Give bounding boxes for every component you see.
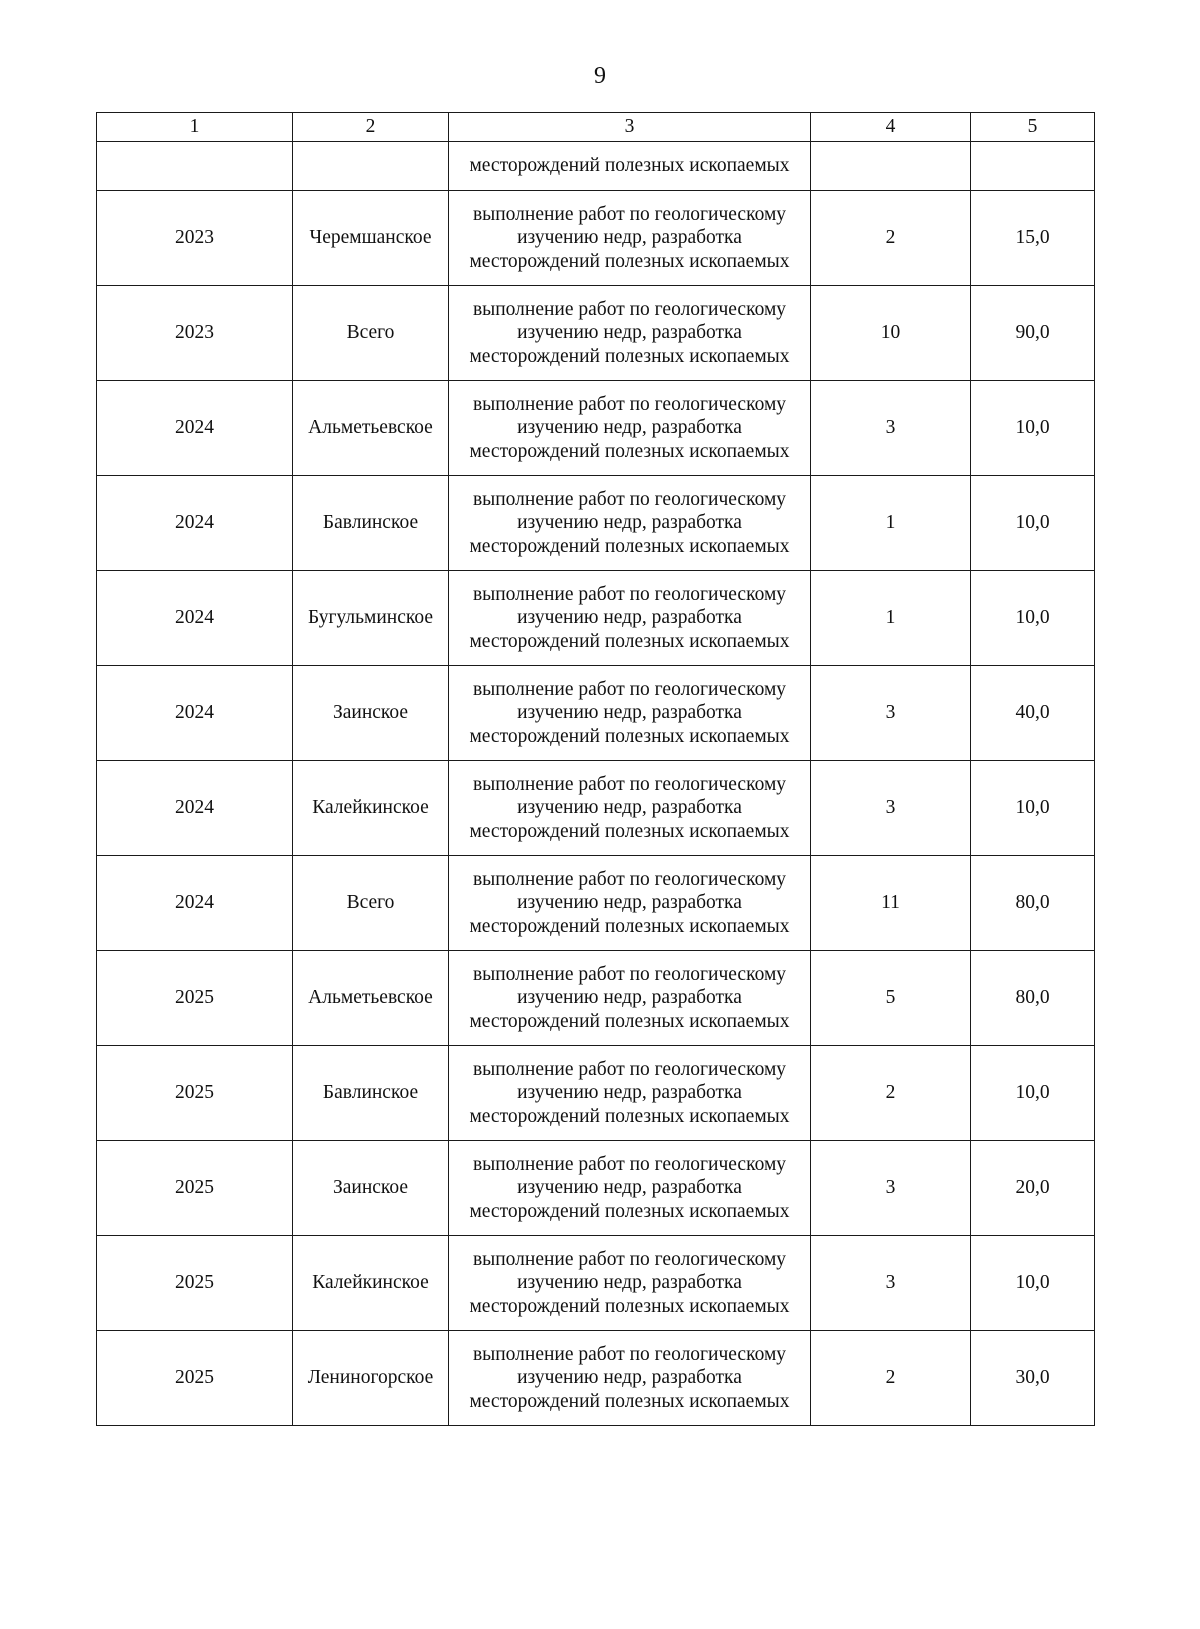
table-cell xyxy=(97,142,293,191)
table-row xyxy=(97,1331,1095,1426)
count-cell: 3 xyxy=(811,666,971,761)
table-row xyxy=(97,761,1095,856)
table-body xyxy=(97,113,1095,1426)
location-cell: Альметьевское xyxy=(293,951,449,1046)
table-row xyxy=(97,666,1095,761)
activity-cell: выполнение работ по геологическому изучению недр, разработка месторождений полезных ископаемых xyxy=(449,951,811,1046)
year-cell: 2024 xyxy=(97,856,293,951)
location-cell: Всего xyxy=(293,286,449,381)
column-header: 3 xyxy=(449,113,811,142)
count-cell: 2 xyxy=(811,1331,971,1426)
amount-cell: 10,0 xyxy=(971,476,1095,571)
year-cell: 2025 xyxy=(97,1141,293,1236)
amount-cell: 10,0 xyxy=(971,381,1095,476)
table-cell xyxy=(293,142,449,191)
column-header: 5 xyxy=(971,113,1095,142)
location-cell: Калейкинское xyxy=(293,761,449,856)
year-cell: 2023 xyxy=(97,191,293,286)
count-cell: 11 xyxy=(811,856,971,951)
amount-cell: 10,0 xyxy=(971,1236,1095,1331)
location-cell: Лениногорское xyxy=(293,1331,449,1426)
table-header-row xyxy=(97,113,1095,142)
count-cell: 3 xyxy=(811,381,971,476)
table-row xyxy=(97,191,1095,286)
count-cell: 3 xyxy=(811,761,971,856)
count-cell: 10 xyxy=(811,286,971,381)
amount-cell: 30,0 xyxy=(971,1331,1095,1426)
year-cell: 2023 xyxy=(97,286,293,381)
location-cell: Бугульминское xyxy=(293,571,449,666)
count-cell: 3 xyxy=(811,1236,971,1331)
table-row xyxy=(97,476,1095,571)
continuation-row xyxy=(97,142,1095,191)
amount-cell: 10,0 xyxy=(971,761,1095,856)
year-cell: 2025 xyxy=(97,1236,293,1331)
table-row xyxy=(97,1046,1095,1141)
amount-cell: 10,0 xyxy=(971,571,1095,666)
count-cell: 5 xyxy=(811,951,971,1046)
activity-cell: выполнение работ по геологическому изучению недр, разработка месторождений полезных ископаемых xyxy=(449,1141,811,1236)
table-row xyxy=(97,381,1095,476)
location-cell: Калейкинское xyxy=(293,1236,449,1331)
location-cell: Всего xyxy=(293,856,449,951)
amount-cell: 80,0 xyxy=(971,951,1095,1046)
activity-cell: выполнение работ по геологическому изучению недр, разработка месторождений полезных ископаемых xyxy=(449,286,811,381)
amount-cell: 20,0 xyxy=(971,1141,1095,1236)
activity-cell: выполнение работ по геологическому изучению недр, разработка месторождений полезных ископаемых xyxy=(449,381,811,476)
table-cell: месторождений полезных ископаемых xyxy=(449,142,811,191)
activity-cell: выполнение работ по геологическому изучению недр, разработка месторождений полезных ископаемых xyxy=(449,1236,811,1331)
count-cell: 2 xyxy=(811,1046,971,1141)
activity-cell: выполнение работ по геологическому изучению недр, разработка месторождений полезных ископаемых xyxy=(449,666,811,761)
activity-cell: выполнение работ по геологическому изучению недр, разработка месторождений полезных ископаемых xyxy=(449,1046,811,1141)
table-row xyxy=(97,286,1095,381)
table-cell xyxy=(971,142,1095,191)
table-row xyxy=(97,571,1095,666)
table-row xyxy=(97,951,1095,1046)
count-cell: 1 xyxy=(811,571,971,666)
page-number: 9 xyxy=(594,63,606,89)
activity-cell: выполнение работ по геологическому изучению недр, разработка месторождений полезных ископаемых xyxy=(449,571,811,666)
amount-cell: 80,0 xyxy=(971,856,1095,951)
year-cell: 2024 xyxy=(97,571,293,666)
data-table xyxy=(96,112,1095,1426)
activity-cell: выполнение работ по геологическому изучению недр, разработка месторождений полезных ископаемых xyxy=(449,1331,811,1426)
table-row xyxy=(97,1141,1095,1236)
column-header: 4 xyxy=(811,113,971,142)
year-cell: 2024 xyxy=(97,381,293,476)
column-header: 2 xyxy=(293,113,449,142)
year-cell: 2025 xyxy=(97,1331,293,1426)
activity-cell: выполнение работ по геологическому изучению недр, разработка месторождений полезных ископаемых xyxy=(449,476,811,571)
location-cell: Бавлинское xyxy=(293,476,449,571)
table-row xyxy=(97,1236,1095,1331)
count-cell: 1 xyxy=(811,476,971,571)
year-cell: 2025 xyxy=(97,951,293,1046)
activity-cell: выполнение работ по геологическому изучению недр, разработка месторождений полезных ископаемых xyxy=(449,761,811,856)
year-cell: 2024 xyxy=(97,761,293,856)
column-header: 1 xyxy=(97,113,293,142)
location-cell: Бавлинское xyxy=(293,1046,449,1141)
count-cell: 3 xyxy=(811,1141,971,1236)
year-cell: 2024 xyxy=(97,666,293,761)
activity-cell: выполнение работ по геологическому изучению недр, разработка месторождений полезных ископаемых xyxy=(449,856,811,951)
table-row xyxy=(97,856,1095,951)
activity-cell: выполнение работ по геологическому изучению недр, разработка месторождений полезных ископаемых xyxy=(449,191,811,286)
amount-cell: 10,0 xyxy=(971,1046,1095,1141)
location-cell: Черемшанское xyxy=(293,191,449,286)
location-cell: Альметьевское xyxy=(293,381,449,476)
amount-cell: 90,0 xyxy=(971,286,1095,381)
amount-cell: 40,0 xyxy=(971,666,1095,761)
table-cell xyxy=(811,142,971,191)
year-cell: 2025 xyxy=(97,1046,293,1141)
amount-cell: 15,0 xyxy=(971,191,1095,286)
location-cell: Заинское xyxy=(293,1141,449,1236)
year-cell: 2024 xyxy=(97,476,293,571)
location-cell: Заинское xyxy=(293,666,449,761)
count-cell: 2 xyxy=(811,191,971,286)
